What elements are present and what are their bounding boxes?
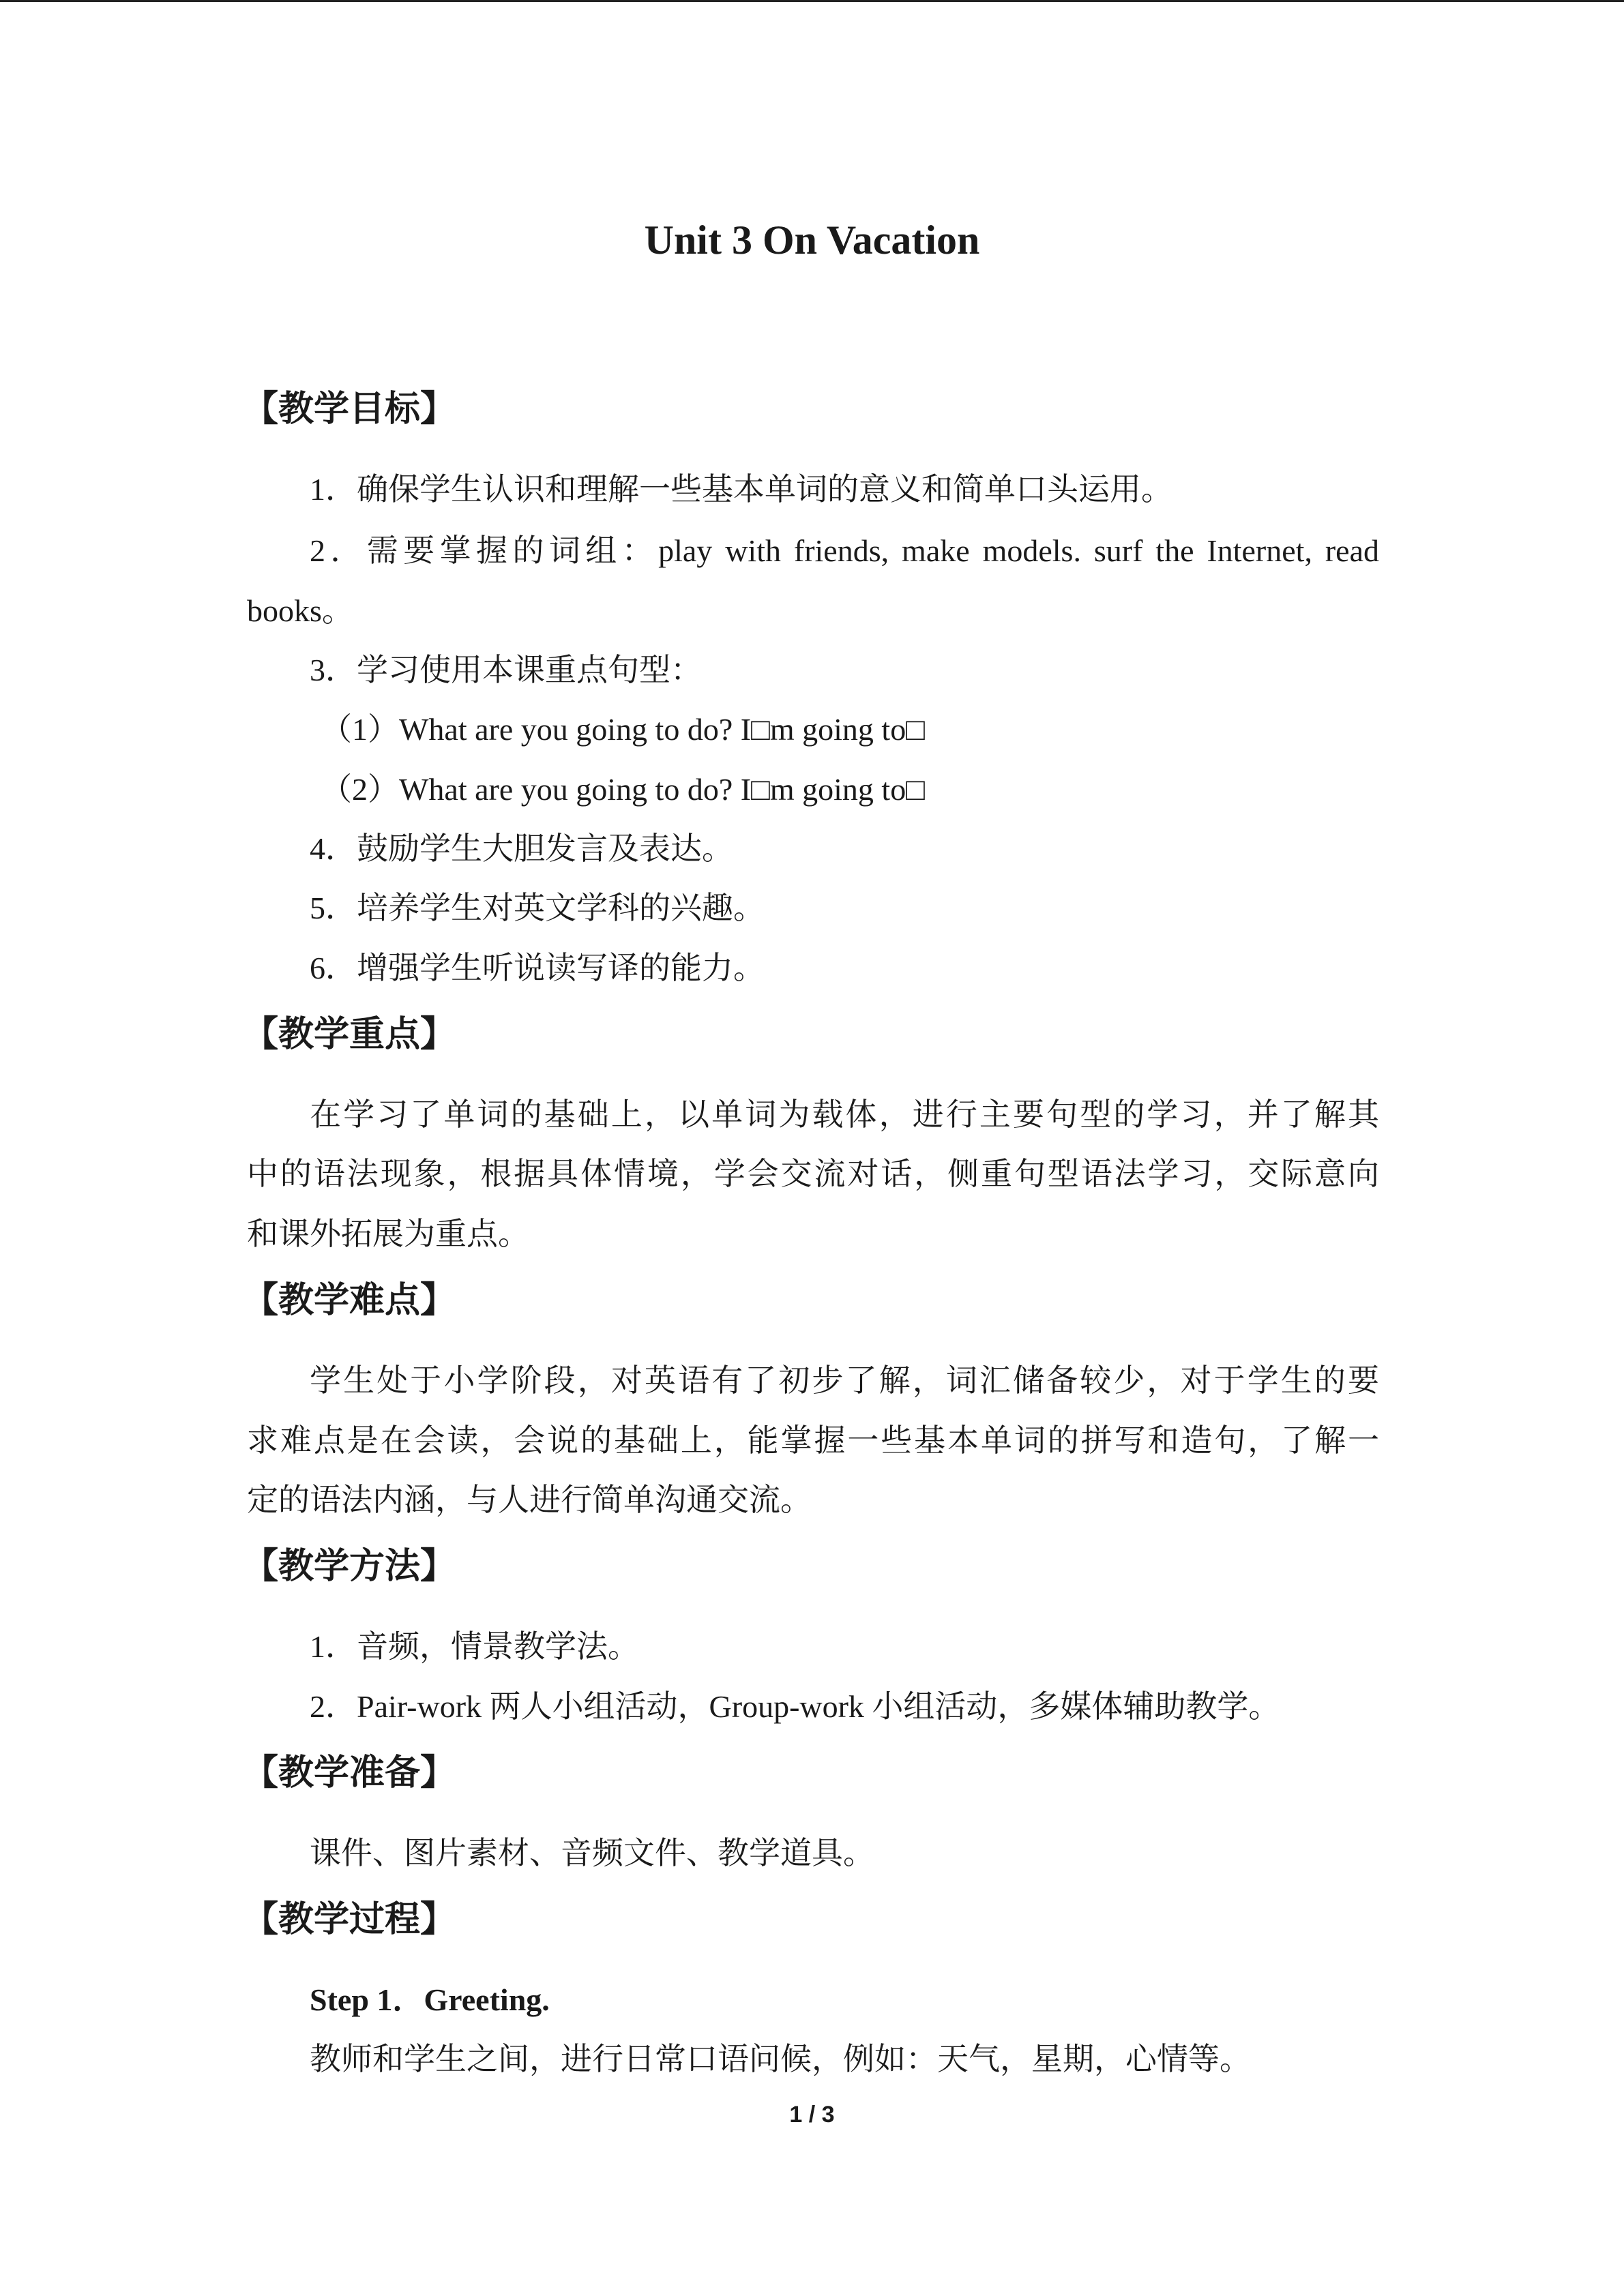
key-points-line-2: 中的语法现象，根据具体情境，学会交流对话，侧重句型语法学习，交际意向	[247, 1157, 1379, 1191]
heading-difficulties: 【教学难点】	[243, 1280, 456, 1321]
sentence-pattern-2: （2）What are you going to do? I□m going to□	[321, 772, 925, 807]
difficulties-line-2: 求难点是在会读，会说的基础上，能掌握一些基本单词的拼写和造句，了解一	[247, 1423, 1379, 1458]
heading-process: 【教学过程】	[243, 1899, 456, 1940]
heading-methods: 【教学方法】	[243, 1546, 456, 1587]
sentence-pattern-1: （1）What are you going to do? I□m going to□	[321, 712, 925, 747]
step-1-title: Step 1．Greeting.	[310, 1982, 550, 2017]
heading-preparation: 【教学准备】	[243, 1753, 456, 1793]
key-points-line-3: 和课外拓展为重点。	[247, 1217, 529, 1251]
heading-key-points: 【教学重点】	[243, 1014, 456, 1055]
objective-item-1: 1．确保学生认识和理解一些基本单词的意义和简单口头运用。	[310, 472, 1172, 507]
objective-item-6: 6．增强学生听说读写译的能力。	[310, 951, 765, 985]
objective-item-2-line-1: 2．需要掌握的词组：play with friends, make models. surf the Internet, read	[310, 533, 1379, 568]
document-title: Unit 3 On Vacation	[644, 218, 980, 263]
step-1-text: 教师和学生之间，进行日常口语问候，例如：天气，星期，心情等。	[310, 2042, 1251, 2076]
key-points-line-1: 在学习了单词的基础上，以单词为载体，进行主要句型的学习，并了解其	[310, 1097, 1379, 1132]
preparation-text: 课件、图片素材、音频文件、教学道具。	[310, 1836, 874, 1870]
difficulties-line-1: 学生处于小学阶段，对英语有了初步了解，词汇储备较少，对于学生的要	[310, 1363, 1379, 1398]
page-top-rule	[0, 0, 1624, 2]
method-item-2: 2．Pair-work 两人小组活动，Group-work 小组活动，多媒体辅助教学。	[310, 1689, 1280, 1724]
difficulties-line-3: 定的语法内涵，与人进行简单沟通交流。	[247, 1482, 812, 1517]
heading-objectives: 【教学目标】	[243, 389, 456, 430]
objective-item-3: 3．学习使用本课重点句型：	[310, 653, 702, 687]
page-number: 1 / 3	[789, 2102, 835, 2128]
objective-item-4: 4．鼓励学生大胆发言及表达。	[310, 831, 733, 866]
objective-item-5: 5．培养学生对英文学科的兴趣。	[310, 891, 765, 925]
method-item-1: 1．音频，情景教学法。	[310, 1629, 639, 1664]
objective-item-2-line-2: books。	[247, 593, 353, 628]
